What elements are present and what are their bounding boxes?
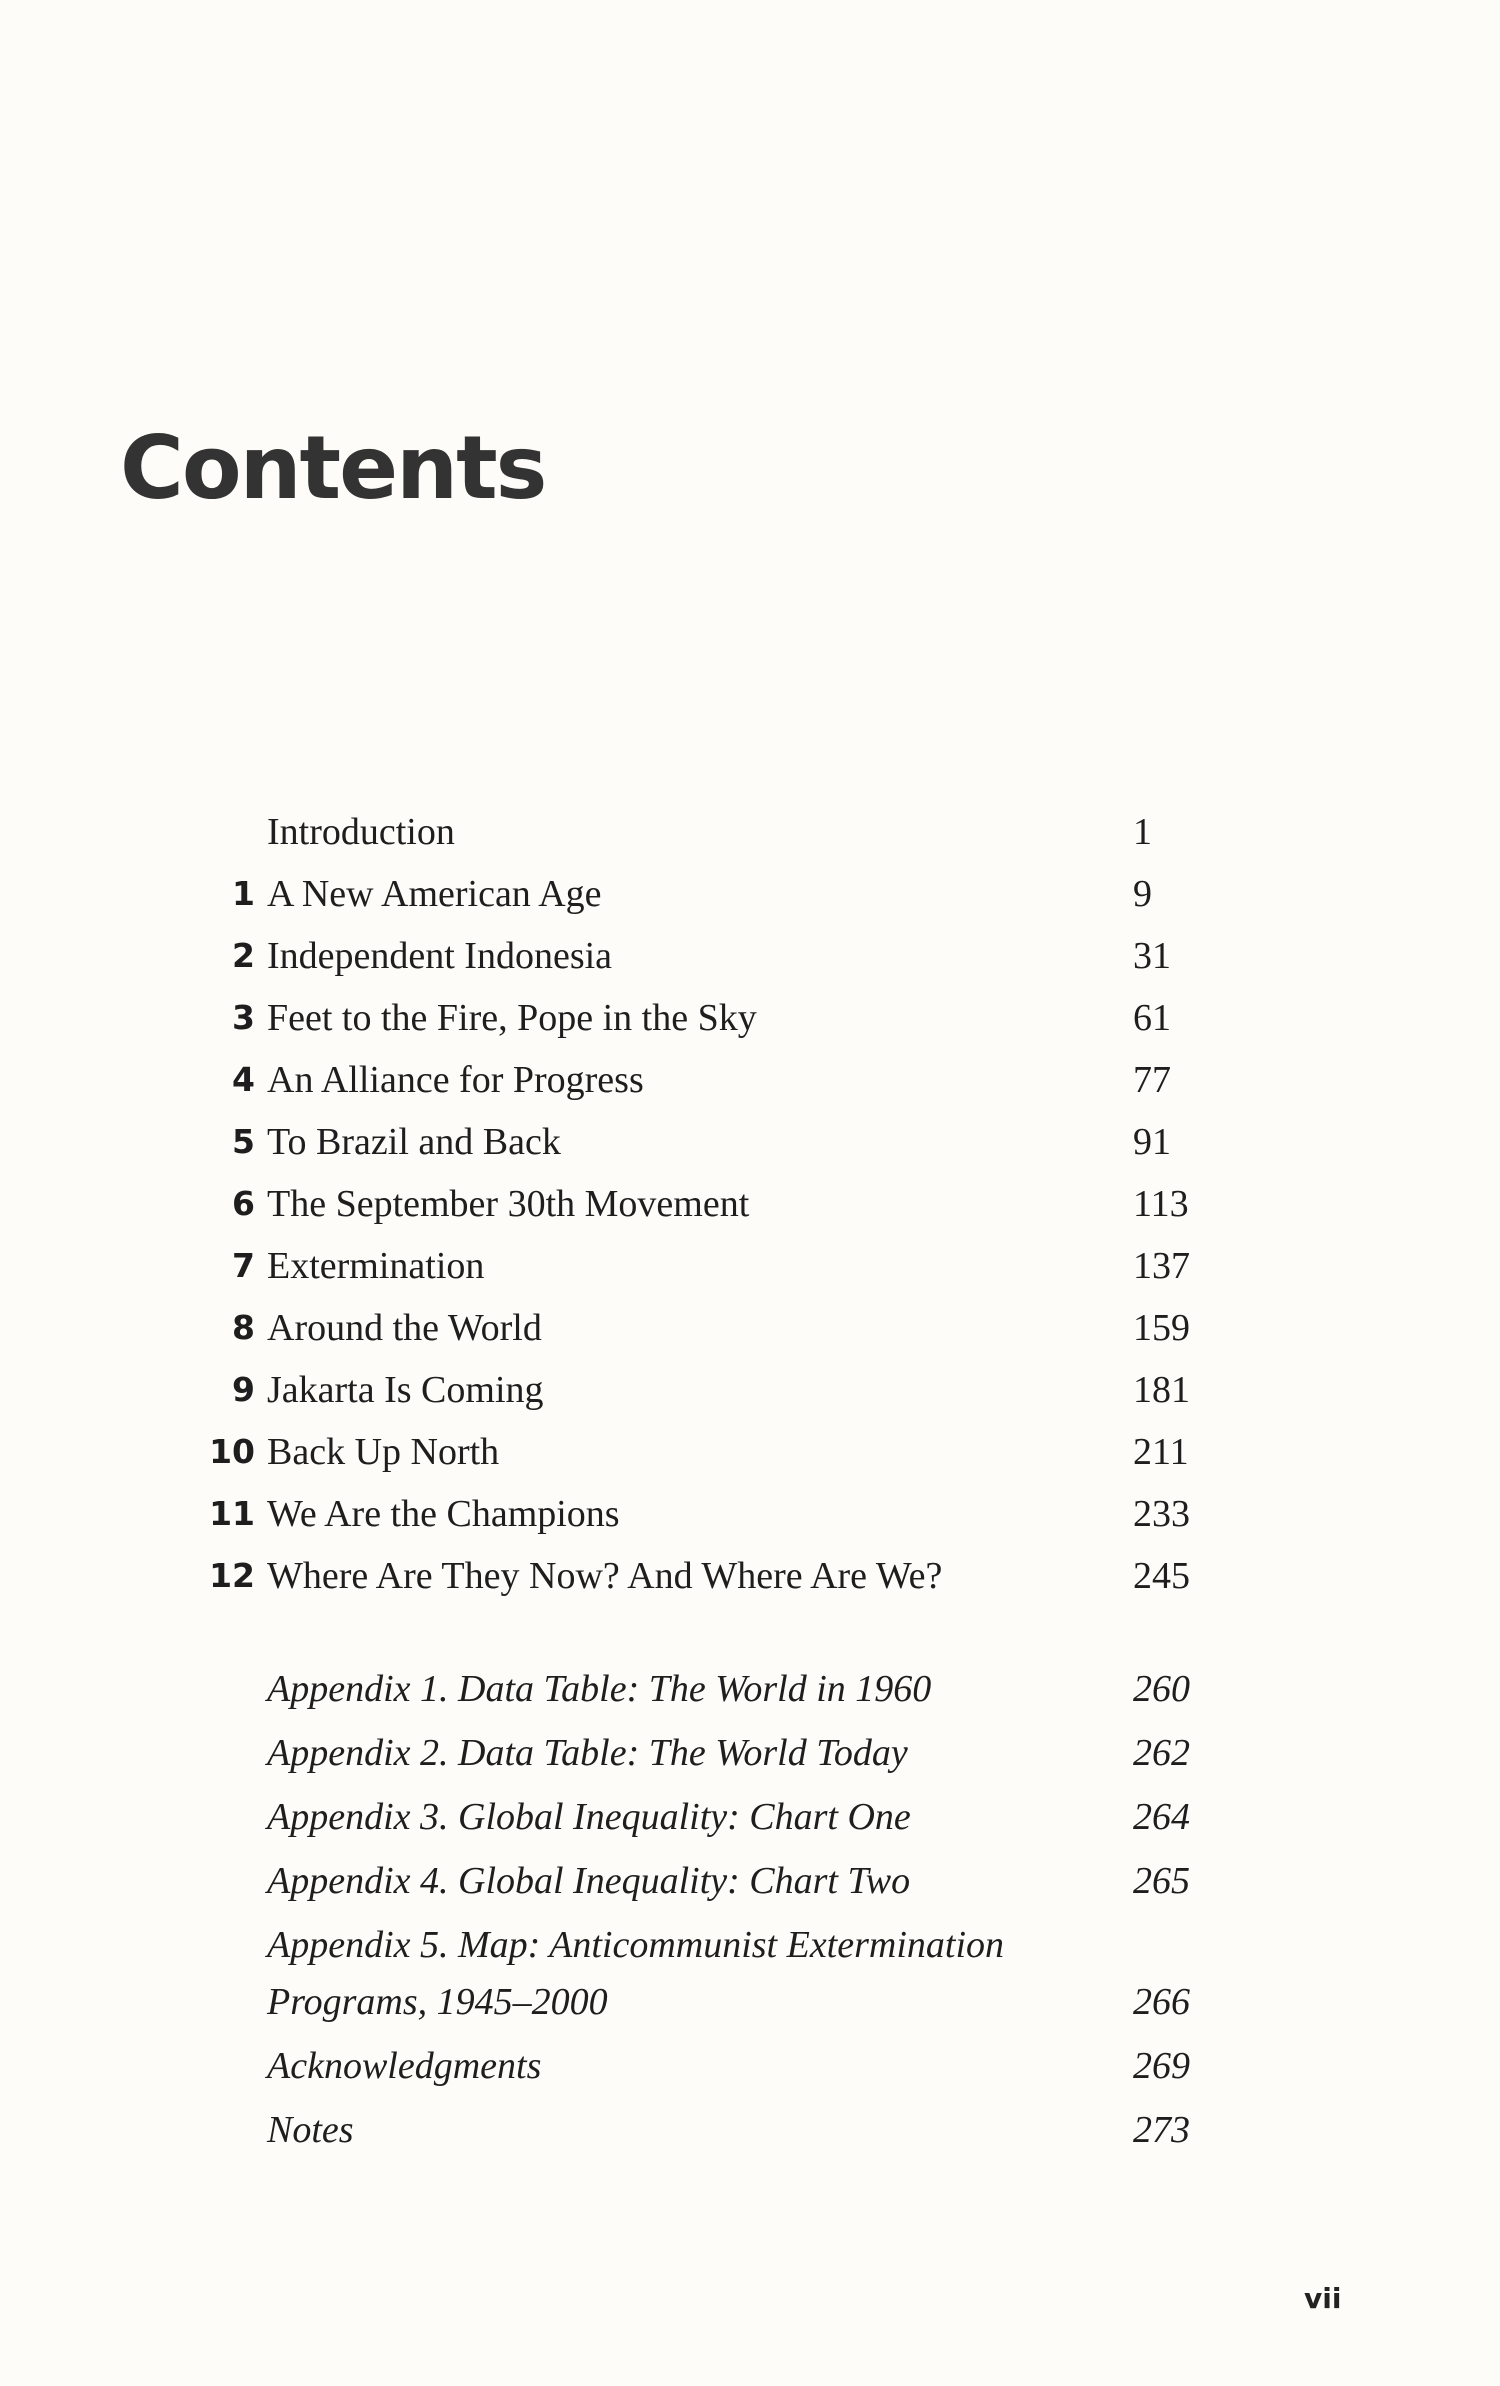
chapter-title: A New American Age xyxy=(267,873,602,915)
toc-entry-chapter-4[interactable] xyxy=(0,1049,1500,1111)
chapter-page: 9 xyxy=(1133,873,1152,915)
chapter-number: 4 xyxy=(232,1060,255,1099)
toc-entry-appendix-4[interactable] xyxy=(0,1853,1500,1910)
appendix-page: 264 xyxy=(1133,1796,1190,1838)
chapter-page: 1 xyxy=(1133,811,1152,853)
chapter-number: 3 xyxy=(232,998,255,1037)
chapter-page: 137 xyxy=(1133,1245,1190,1287)
page-number: vii xyxy=(1304,2282,1342,2315)
chapter-number: 6 xyxy=(232,1184,255,1223)
appendix-title: Appendix 3. Global Inequality: Chart One xyxy=(267,1796,911,1838)
toc-entry-chapter-6[interactable] xyxy=(0,1173,1500,1235)
chapter-page: 233 xyxy=(1133,1493,1190,1535)
toc-entry-chapter-9[interactable] xyxy=(0,1359,1500,1421)
chapter-title: Feet to the Fire, Pope in the Sky xyxy=(267,997,757,1039)
chapter-page: 181 xyxy=(1133,1369,1190,1411)
toc-entry-acknowledgments[interactable] xyxy=(0,2038,1500,2095)
appendix-page: 260 xyxy=(1133,1668,1190,1710)
appendix-title: Programs, 1945–2000 xyxy=(267,1981,608,2023)
appendix-title: Appendix 4. Global Inequality: Chart Two xyxy=(267,1860,911,1902)
toc-entry-appendix-5-continued[interactable] xyxy=(0,1974,1500,2031)
chapter-number: 9 xyxy=(232,1370,255,1409)
toc-entry-chapter-5[interactable] xyxy=(0,1111,1500,1173)
chapter-title: Around the World xyxy=(267,1307,542,1349)
chapter-page: 245 xyxy=(1133,1555,1190,1597)
chapter-title: Extermination xyxy=(267,1245,485,1287)
chapter-title: Back Up North xyxy=(267,1431,500,1473)
chapter-title: Introduction xyxy=(267,811,455,853)
chapter-number: 5 xyxy=(232,1122,255,1161)
appendix-title: Appendix 2. Data Table: The World Today xyxy=(267,1732,908,1774)
chapter-number: 1 xyxy=(232,874,255,913)
chapter-page: 91 xyxy=(1133,1121,1171,1163)
chapter-number: 7 xyxy=(232,1246,255,1285)
toc-entry-chapter-12[interactable] xyxy=(0,1545,1500,1607)
toc-entry-introduction[interactable] xyxy=(0,801,1500,863)
appendix-title: Appendix 1. Data Table: The World in 1960 xyxy=(267,1668,932,1710)
acknowledgments-page: 269 xyxy=(1133,2045,1190,2087)
chapter-title: The September 30th Movement xyxy=(267,1183,750,1225)
chapter-title: Jakarta Is Coming xyxy=(267,1369,544,1411)
page-title: Contents xyxy=(120,417,546,519)
chapter-title: Independent Indonesia xyxy=(267,935,613,977)
toc-entry-notes[interactable] xyxy=(0,2102,1500,2159)
chapter-page: 31 xyxy=(1133,935,1171,977)
appendix-title: Appendix 5. Map: Anticommunist Extermination xyxy=(267,1924,1005,1966)
toc-entry-chapter-10[interactable] xyxy=(0,1421,1500,1483)
chapter-page: 211 xyxy=(1133,1431,1189,1473)
chapter-title: To Brazil and Back xyxy=(267,1121,561,1163)
notes-page: 273 xyxy=(1133,2109,1190,2151)
toc-entry-appendix-2[interactable] xyxy=(0,1725,1500,1782)
appendix-page: 265 xyxy=(1133,1860,1190,1902)
appendix-page: 262 xyxy=(1133,1732,1190,1774)
acknowledgments-title: Acknowledgments xyxy=(267,2045,542,2087)
toc-entry-chapter-7[interactable] xyxy=(0,1235,1500,1297)
chapter-number: 2 xyxy=(232,936,255,975)
toc-entry-appendix-3[interactable] xyxy=(0,1789,1500,1846)
chapter-title: An Alliance for Progress xyxy=(267,1059,644,1101)
toc-entry-chapter-1[interactable] xyxy=(0,863,1500,925)
chapter-number: 12 xyxy=(209,1556,255,1595)
toc-entry-chapter-2[interactable] xyxy=(0,925,1500,987)
toc-entry-chapter-8[interactable] xyxy=(0,1297,1500,1359)
chapter-page: 159 xyxy=(1133,1307,1190,1349)
chapter-title: Where Are They Now? And Where Are We? xyxy=(267,1555,943,1597)
toc-entry-appendix-1[interactable] xyxy=(0,1661,1500,1718)
chapter-title: We Are the Champions xyxy=(267,1493,620,1535)
chapter-number: 11 xyxy=(209,1494,255,1533)
chapter-page: 77 xyxy=(1133,1059,1171,1101)
toc-entry-chapter-3[interactable] xyxy=(0,987,1500,1049)
chapter-number: 10 xyxy=(209,1432,255,1471)
notes-title: Notes xyxy=(267,2109,354,2151)
chapter-page: 61 xyxy=(1133,997,1171,1039)
toc-entry-chapter-11[interactable] xyxy=(0,1483,1500,1545)
toc-entry-appendix-5[interactable] xyxy=(0,1917,1500,1974)
chapter-page: 113 xyxy=(1133,1183,1189,1225)
chapter-number: 8 xyxy=(232,1308,255,1347)
appendix-page: 266 xyxy=(1133,1981,1190,2023)
